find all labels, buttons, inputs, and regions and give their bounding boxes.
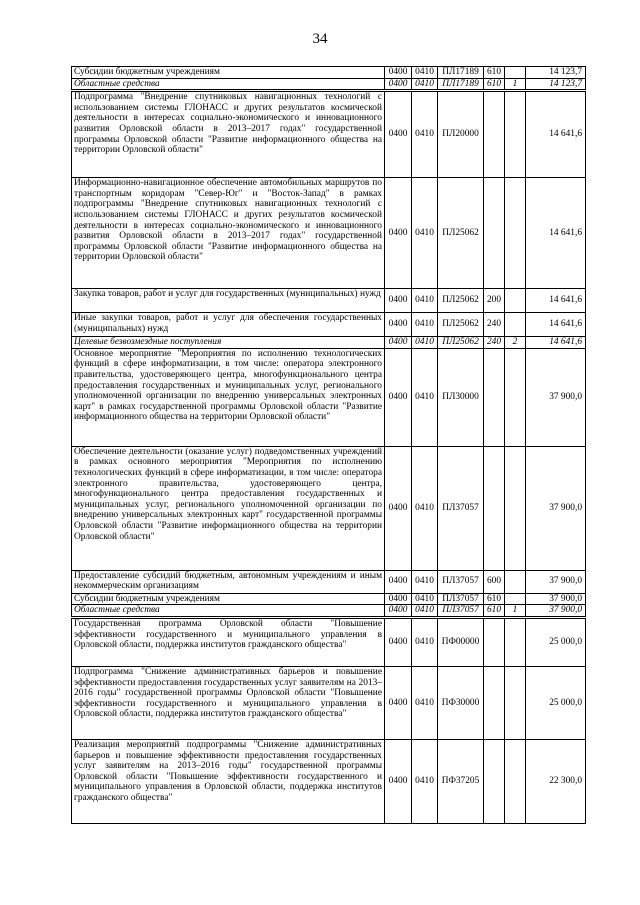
subsection-code-cell: 0410 — [412, 178, 438, 289]
expense-type-cell: 610 — [484, 67, 505, 79]
section-code-cell: 0400 — [385, 570, 412, 593]
target-code-cell: ПЛ25062 — [438, 313, 484, 337]
subsection-code-cell: 0410 — [412, 570, 438, 593]
section-code-cell: 0400 — [385, 289, 412, 313]
target-code-cell: ПЛ25062 — [438, 289, 484, 313]
expense-type-cell — [484, 178, 505, 289]
funding-source-cell — [505, 593, 526, 605]
section-code-cell: 0400 — [385, 67, 412, 79]
funding-source-cell — [505, 91, 526, 178]
section-code-cell: 0400 — [385, 348, 412, 446]
section-code-cell: 0400 — [385, 617, 412, 666]
expense-type-cell: 240 — [484, 337, 505, 349]
expense-type-cell — [484, 739, 505, 823]
table-row — [72, 617, 586, 666]
amount-cell: 37 900,0 — [526, 593, 586, 605]
item-name-cell: Субсидии бюджетным учреждениям — [72, 67, 385, 79]
funding-source-cell — [505, 313, 526, 337]
subsection-code-cell: 0410 — [412, 666, 438, 739]
funding-source-cell — [505, 289, 526, 313]
expense-type-cell — [484, 91, 505, 178]
amount-cell: 14 641,6 — [526, 313, 586, 337]
subsection-code-cell: 0410 — [412, 593, 438, 605]
amount-cell: 37 900,0 — [526, 446, 586, 570]
section-code-cell: 0400 — [385, 337, 412, 349]
item-name-cell: Областные средства — [72, 78, 385, 91]
subsection-code-cell: 0410 — [412, 337, 438, 349]
amount-cell: 37 900,0 — [526, 348, 586, 446]
item-name-cell: Подпрограмма "Внедрение спутниковых навигационных технологий с использованием системы ГЛОНАСС и других результатов космической деятельности в интересах социально-экономического и инновационного развития Орловской области в 2013–2017 годах" государственной программы Орловской области "Развитие информационного общества на территории Орловской области" — [72, 91, 385, 178]
expense-type-cell — [484, 348, 505, 446]
section-code-cell: 0400 — [385, 446, 412, 570]
item-name-cell: Предоставление субсидий бюджетным, автономным учреждениям и иным некоммерческим организациям — [72, 570, 385, 593]
amount-cell: 14 123,7 — [526, 78, 586, 91]
amount-cell: 37 900,0 — [526, 570, 586, 593]
section-code-cell: 0400 — [385, 739, 412, 823]
target-code-cell: ПЛ37057 — [438, 605, 484, 618]
expense-type-cell: 600 — [484, 570, 505, 593]
budget-table-body — [72, 67, 586, 824]
funding-source-cell: 1 — [505, 605, 526, 618]
funding-source-cell — [505, 446, 526, 570]
amount-cell: 14 641,6 — [526, 91, 586, 178]
target-code-cell: ПЛ20000 — [438, 91, 484, 178]
funding-source-cell: 2 — [505, 337, 526, 349]
amount-cell: 14 641,6 — [526, 289, 586, 313]
funding-source-cell — [505, 570, 526, 593]
target-code-cell: ПФ37205 — [438, 739, 484, 823]
table-row — [72, 446, 586, 570]
item-name-cell: Областные средства — [72, 605, 385, 618]
funding-source-cell: 1 — [505, 78, 526, 91]
subsection-code-cell: 0410 — [412, 605, 438, 618]
table-row — [72, 313, 586, 337]
table-row — [72, 78, 586, 91]
item-name-cell: Целевые безвозмездные поступления — [72, 337, 385, 349]
item-name-cell: Закупка товаров, работ и услуг для государственных (муниципальных) нужд — [72, 289, 385, 313]
funding-source-cell — [505, 666, 526, 739]
section-code-cell: 0400 — [385, 593, 412, 605]
amount-cell: 14 641,6 — [526, 178, 586, 289]
amount-cell: 25 000,0 — [526, 666, 586, 739]
subsection-code-cell: 0410 — [412, 289, 438, 313]
budget-table — [71, 66, 586, 824]
funding-source-cell — [505, 617, 526, 666]
target-code-cell: ПЛ37057 — [438, 446, 484, 570]
expense-type-cell: 240 — [484, 313, 505, 337]
amount-cell: 37 900,0 — [526, 605, 586, 618]
item-name-cell: Реализация мероприятий подпрограммы "Снижение административных барьеров и повышение эффективности предоставления государственных услуг заявителям на 2013–2016 годы" государственной программы Орловской области "Повышение эффективности государственного и муниципального управления в Орловской области, поддержка институтов гражданского общества" — [72, 739, 385, 823]
table-row — [72, 593, 586, 605]
target-code-cell: ПЛ37057 — [438, 570, 484, 593]
amount-cell: 14 641,6 — [526, 337, 586, 349]
table-row — [72, 178, 586, 289]
section-code-cell: 0400 — [385, 666, 412, 739]
target-code-cell: ПЛ17189 — [438, 67, 484, 79]
section-code-cell: 0400 — [385, 605, 412, 618]
table-row — [72, 337, 586, 349]
subsection-code-cell: 0410 — [412, 446, 438, 570]
table-row — [72, 91, 586, 178]
expense-type-cell: 610 — [484, 605, 505, 618]
expense-type-cell: 200 — [484, 289, 505, 313]
item-name-cell: Иные закупки товаров, работ и услуг для обеспечения государственных (муниципальных) нужд — [72, 313, 385, 337]
page-number: 34 — [312, 31, 328, 47]
expense-type-cell: 610 — [484, 78, 505, 91]
subsection-code-cell: 0410 — [412, 78, 438, 91]
item-name-cell: Субсидии бюджетным учреждениям — [72, 593, 385, 605]
amount-cell: 22 300,0 — [526, 739, 586, 823]
section-code-cell: 0400 — [385, 178, 412, 289]
subsection-code-cell: 0410 — [412, 348, 438, 446]
table-row — [72, 666, 586, 739]
table-row — [72, 570, 586, 593]
funding-source-cell — [505, 348, 526, 446]
subsection-code-cell: 0410 — [412, 739, 438, 823]
subsection-code-cell: 0410 — [412, 91, 438, 178]
funding-source-cell — [505, 739, 526, 823]
target-code-cell: ПФ00000 — [438, 617, 484, 666]
subsection-code-cell: 0410 — [412, 313, 438, 337]
table-row — [72, 348, 586, 446]
item-name-cell: Подпрограмма "Снижение административных барьеров и повышение эффективности предоставления государственных услуг заявителям на 2013–2016 годы" государственной программы Орловской области "Повышение эффективности государственного и муниципального управления в Орловской области, поддержка институтов гражданского общества" — [72, 666, 385, 739]
section-code-cell: 0400 — [385, 91, 412, 178]
target-code-cell: ПЛ37057 — [438, 593, 484, 605]
subsection-code-cell: 0410 — [412, 67, 438, 79]
expense-type-cell — [484, 666, 505, 739]
table-row — [72, 605, 586, 618]
funding-source-cell — [505, 178, 526, 289]
item-name-cell: Информационно-навигационное обеспечение автомобильных маршрутов по транспортным коридорам "Север-Юг" и "Восток-Запад" в рамках подпрограммы "Внедрение спутниковых навигационных технологий с использованием системы ГЛОНАСС и других результатов космической деятельности в интересах социально-экономического и инновационного развития Орловской области в 2013–2017 годах" государственной программы Орловской области "Развитие информационного общества на территории Орловской области" — [72, 178, 385, 289]
target-code-cell: ПФ30000 — [438, 666, 484, 739]
target-code-cell: ПЛ25062 — [438, 337, 484, 349]
expense-type-cell — [484, 446, 505, 570]
table-row — [72, 289, 586, 313]
item-name-cell: Государственная программа Орловской области "Повышение эффективности государственного и муниципального управления в Орловской области, поддержка институтов гражданского общества" — [72, 617, 385, 666]
amount-cell: 25 000,0 — [526, 617, 586, 666]
item-name-cell: Обеспечение деятельности (оказание услуг) подведомственных учреждений в рамках основного мероприятия "Мероприятия по исполнению технологических функций в сфере информатизации, в том числе: оператора электронного правительства, удостоверяющего центра, многофункционального центра предоставления государственных и муниципальных услуг, регионального уполномоченной организации по внедрению универсальных электронных карт" государственной программы Орловской области "Развитие информационного общества на территории Орловской области" — [72, 446, 385, 570]
target-code-cell: ПЛ25062 — [438, 178, 484, 289]
item-name-cell: Основное мероприятие "Мероприятия по исполнению технологических функций в сфере информатизации, в том числе: оператора электронного правительства, удостоверяющего центра, многофункционального центра предоставления государственных и муниципальных услуг, регионального уполномоченной организации по внедрению универсальных электронных карт" в рамках государственной программы Орловской области "Развитие информационного общества на территории Орловской области" — [72, 348, 385, 446]
amount-cell: 14 123,7 — [526, 67, 586, 79]
section-code-cell: 0400 — [385, 313, 412, 337]
target-code-cell: ПЛ17189 — [438, 78, 484, 91]
target-code-cell: ПЛ30000 — [438, 348, 484, 446]
subsection-code-cell: 0410 — [412, 617, 438, 666]
funding-source-cell — [505, 67, 526, 79]
section-code-cell: 0400 — [385, 78, 412, 91]
table-row — [72, 67, 586, 79]
expense-type-cell — [484, 617, 505, 666]
table-row — [72, 739, 586, 823]
expense-type-cell: 610 — [484, 593, 505, 605]
